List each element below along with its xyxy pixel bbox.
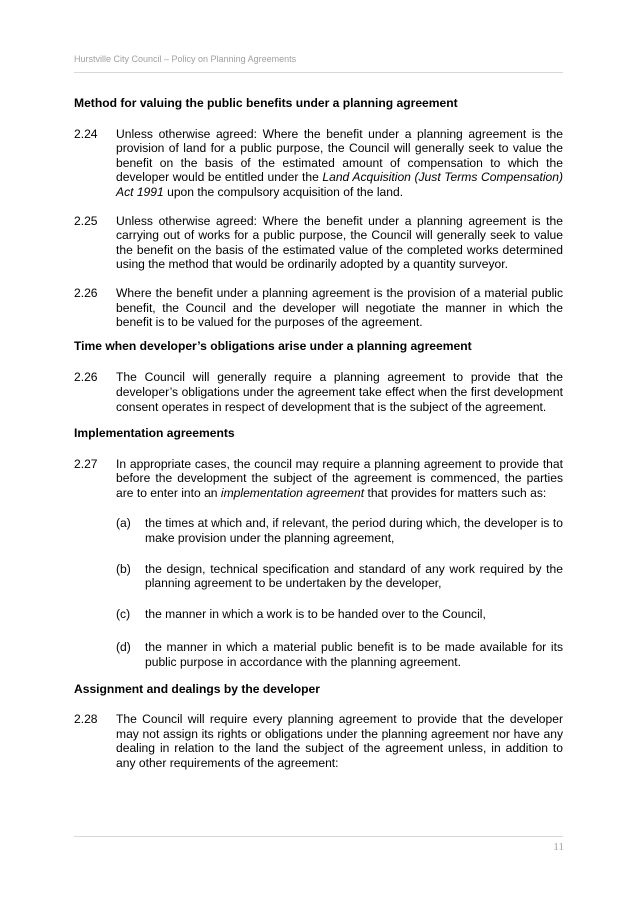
- text-run: Unless otherwise agreed: Where the benefit under a planning agreement is the provision of land for a public purpose, the Council will generally seek to value the benefit on the basis of the estimated amount of compensation to which the developer would be entitled under the: [116, 126, 563, 185]
- text-run: In appropriate cases, the council may require a planning agreement to provide that before the development the subject of the agreement is commenced, the parties are to enter into an: [116, 456, 563, 500]
- paragraph-number: 2.25: [74, 213, 98, 228]
- header-divider: [74, 72, 563, 73]
- paragraph-number: 2.26: [74, 285, 98, 300]
- paragraph-number: 2.26: [74, 370, 98, 385]
- paragraph-text: The Council will generally require a planning agreement to provide that the developer’s obligations under the agreement take effect when the first development consent operates in respect of development that is the subject of the agreement.: [116, 370, 563, 414]
- text-run: upon the compulsory acquisition of the land.: [163, 184, 404, 199]
- paragraph-2-26-b: [74, 370, 563, 414]
- act-title: Land Acquisition (Just Terms Compensation) Act 1991: [116, 170, 563, 199]
- list-item-a: [116, 516, 563, 545]
- paragraph-2-28: [74, 712, 563, 770]
- running-header: Hurstville City Council – Policy on Planning Agreements: [74, 54, 297, 64]
- list-item-text: the manner in which a material public benefit is to be made available for its public purpose in accordance with the planning agreement.: [145, 640, 563, 670]
- list-item-c: [116, 607, 563, 622]
- paragraph-text: [116, 127, 563, 200]
- paragraph-number: 2.24: [74, 126, 98, 141]
- page-number: 11: [553, 841, 564, 853]
- list-item-letter: (b): [116, 561, 131, 576]
- emphasis-term: implementation agreement: [220, 485, 365, 500]
- section-heading-assignment: Assignment and dealings by the developer: [74, 681, 320, 696]
- list-item-letter: (a): [116, 516, 131, 531]
- list-item-text: the times at which and, if relevant, the period during which, the developer is to make provision under the planning agreement,: [145, 516, 563, 546]
- paragraph-text: The Council will require every planning agreement to provide that the developer may not assign its rights or obligations under the planning agreement nor have any dealing in relation to the land the subject of the agreement unless, in addition to any other requirements of the agreement:: [116, 712, 563, 770]
- section-heading-implementation: Implementation agreements: [74, 426, 235, 441]
- section-heading-timing: Time when developer’s obligations arise under a planning agreement: [74, 338, 472, 353]
- list-item-text: the design, technical specification and standard of any work required by the planning agreement to be undertaken by the developer,: [145, 561, 563, 591]
- list-item-text: the manner in which a work is to be handed over to the Council,: [145, 606, 486, 621]
- list-item-letter: (d): [116, 640, 131, 655]
- list-item-d: [116, 640, 563, 669]
- paragraph-2-24: [74, 127, 563, 200]
- paragraph-text: [116, 457, 563, 501]
- paragraph-2-26-a: [74, 286, 563, 330]
- paragraph-text: Where the benefit under a planning agreement is the provision of a material public benefit, the Council and the developer will negotiate the manner in which the benefit is to be valued for the purposes of the agreement.: [116, 285, 563, 330]
- page-content: [74, 96, 563, 771]
- paragraph-number: 2.28: [74, 712, 98, 727]
- paragraph-text: Unless otherwise agreed: Where the benefit under a planning agreement is the carrying out of works for a public purpose, the Council will generally seek to value the benefit on the basis of the estimated value of the completed works determined using the method that would be ordinarily adopted by a quantity surveyor.: [116, 213, 563, 272]
- paragraph-2-27: [74, 457, 563, 501]
- list-item-b: [116, 562, 563, 591]
- list-item-letter: (c): [116, 606, 131, 621]
- paragraph-2-25: [74, 214, 563, 272]
- section-heading-valuing: Method for valuing the public benefits under a planning agreement: [74, 96, 458, 110]
- text-run: that provides for matters such as:: [364, 485, 547, 500]
- footer-divider: [74, 836, 563, 837]
- paragraph-number: 2.27: [74, 456, 98, 471]
